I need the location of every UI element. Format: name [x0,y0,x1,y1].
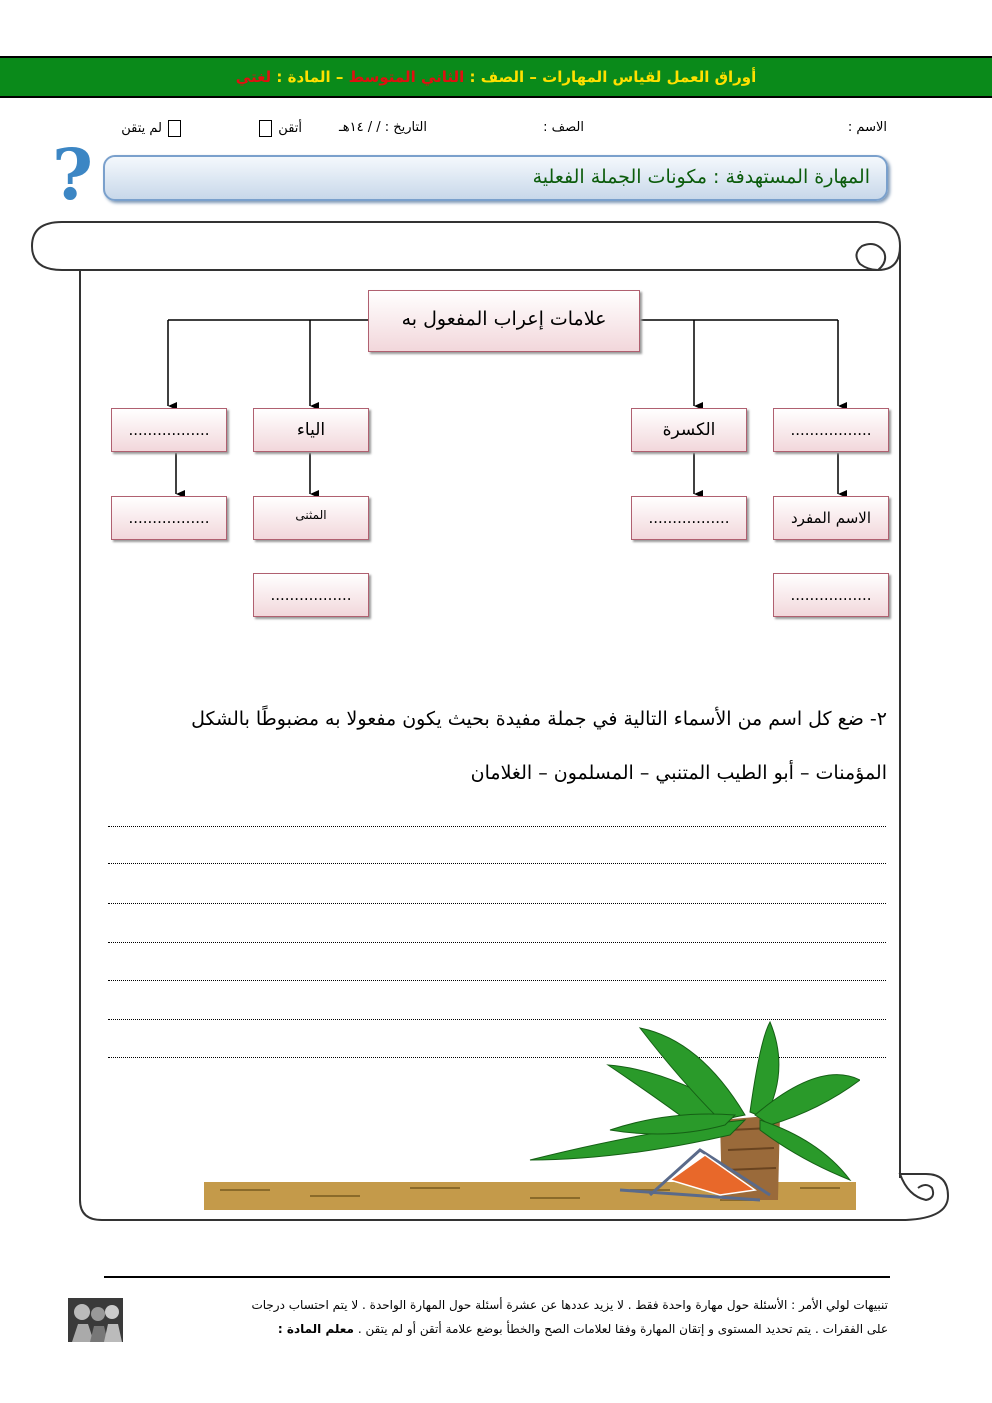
answer-line[interactable] [108,942,886,943]
col3-top-text: الياء [296,420,326,440]
footer-decorative-image [68,1298,123,1342]
diagram-title-box [368,290,640,352]
target-skill-label: المهارة المستهدفة : مكونات الجملة الفعلية [532,166,870,188]
col4-top-box[interactable] [111,408,227,452]
col4-mid-text: ................. [128,509,210,527]
col1-top-box[interactable] [773,408,889,452]
col1-bottom-text: ................. [790,586,872,604]
date-label: التاريخ : / / ١٤هـ [338,120,427,135]
banner-title: أوراق العمل لقياس المهارات – الصف : [464,68,757,86]
col1-mid-text: الاسم المفرد [791,509,871,527]
col3-bottom-box[interactable] [253,573,369,617]
col3-mid-text: المثنى [295,508,327,522]
diagram-title: علامات إعراب المفعول به [401,308,607,330]
footer-notice-line2-container [108,1322,888,1336]
answer-line[interactable] [108,826,886,827]
answer-line[interactable] [108,863,886,864]
footer-notice-line1: تنبيهات لولي الأمر : الأسئلة حول مهارة واحدة فقط . لا يزيد عددها عن عشرة أسئلة حول المهارة الواحدة . لا يتم احتساب درجات [251,1298,888,1312]
banner-subject-label: – المادة : [271,68,349,86]
col1-top-text: ................. [790,421,872,439]
col2-top-text: الكسرة [662,420,716,440]
col1-mid-box [773,496,889,540]
question-mark-icon: ? [52,133,94,216]
col2-top-box [631,408,747,452]
banner-grade: الثاني المتوسط [348,68,465,86]
answer-line[interactable] [108,903,886,904]
beach-palm-illustration [200,1020,860,1215]
col2-mid-box[interactable] [631,496,747,540]
not-mastered-label: لم يتقن [121,121,162,136]
col3-top-box [253,408,369,452]
footer-notice-line2: على الفقرات . يتم تحديد المستوى و إتقان المهارة وفقا لعلامات الصح والخطأ بوضع علامة أتقن أو لم يتقن . [357,1322,888,1336]
mastered-label: أتقن [278,121,302,136]
question-2-prompt: ٢- ضع كل اسم من الأسماء التالية في جملة مفيدة بحيث يكون مفعولا به مضبوطًا بالشكل [191,708,887,730]
teacher-label: معلم المادة : [277,1322,354,1336]
footer-divider [104,1276,890,1278]
col4-mid-box[interactable] [111,496,227,540]
class-label: الصف : [543,120,584,135]
col4-top-text: ................. [128,421,210,439]
col3-mid-box [253,496,369,540]
name-label: الاسم : [847,120,887,135]
question-2-names: المؤمنات – أبو الطيب المتنبي – المسلمون – الغلامان [470,762,887,784]
col2-mid-text: ................. [648,509,730,527]
col3-bottom-text: ................. [270,586,352,604]
col1-bottom-box[interactable] [773,573,889,617]
banner-subject: لغتي [235,68,272,86]
answer-line[interactable] [108,980,886,981]
